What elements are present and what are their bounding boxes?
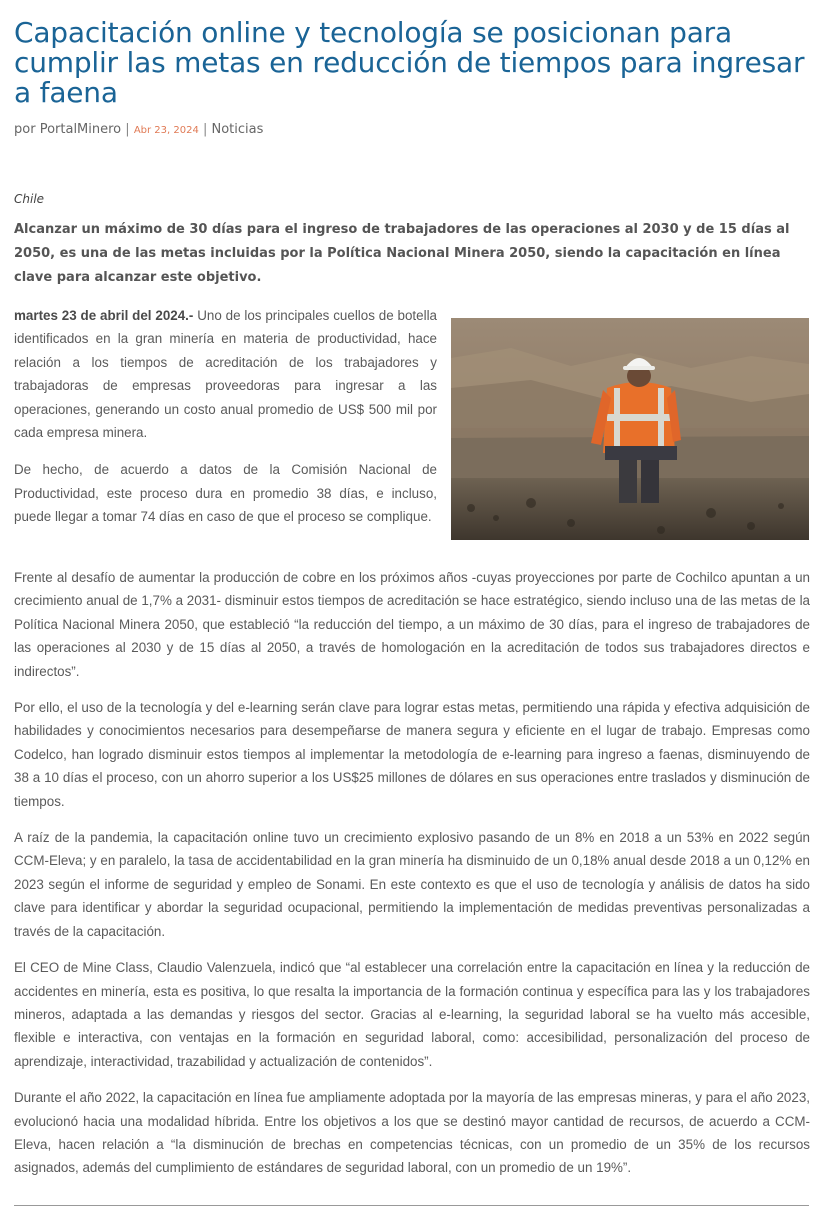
intro-paragraph-2: De hecho, de acuerdo a datos de la Comisión Nacional de Productividad, este proceso dura en promedio 38 días, e incluso, puede llegar a tomar 74 días en caso de que el proceso se complique. (14, 462, 437, 525)
meta-separator: | (125, 122, 130, 137)
publish-date: Abr 23, 2024 (133, 125, 199, 136)
meta-by: por (14, 122, 36, 137)
body-paragraph: Por ello, el uso de la tecnología y del e-learning serán clave para lograr estas metas, permitiendo una rápida y efectiva adquisición de habilidades y conocimientos necesarios para desempeñarse de manera segura y eficiente en el lugar de trabajo. Empresas como Codelco, han logrado disminuir estos tiempos al implementar la metodología de e-learning para ingreso a faenas, disminuyendo de 38 a 10 días el proceso, con un ahorro superior a los US$25 millones de dólares en sus operaciones entre traslados y disminución de tiempos. (14, 700, 810, 809)
article-meta (14, 122, 810, 137)
article-location: Chile (14, 192, 45, 206)
intro-paragraph-1 (14, 304, 437, 444)
body-paragraph: El CEO de Mine Class, Claudio Valenzuela, indicó que “al establecer una correlación entre la capacitación en línea y la reducción de accidentes en minería, esta es positiva, lo que resalta la importancia de la formación continua y específica para las y los trabajadores mineros, adaptada a las demandas y riesgos del sector. Gracias al e-learning, la seguridad laboral se ha vuelto más accesible, flexible e interactiva, con ventajas en la formación en seguridad laboral, como: accesibilidad, personalización del proceso de aprendizaje, interactividad, trazabilidad y actualización de contenidos”. (14, 960, 810, 1069)
body-paragraph: A raíz de la pandemia, la capacitación online tuvo un crecimiento explosivo pasando de un 8% en 2018 a un 53% en 2022 según CCM-Eleva; y en paralelo, la tasa de accidentabilidad en la gran minería ha disminuido de un 0,18% anual desde 2018 a un 0,12% en 2023 según el informe de seguridad y empleo de Sonami. En este contexto es que el uso de tecnología y análisis de datos ha sido clave para identificar y abordar la seguridad ocupacional, permitiendo la implementación de medidas preventivas personalizadas a través de la capacitación. (14, 830, 810, 939)
worker-photo (451, 318, 809, 540)
dateline: martes 23 de abril del 2024.- (14, 308, 194, 323)
intro-paragraph-1-text: Uno de los principales cuellos de botella identificados en la gran minería en materia de productividad, hace relación a los tiempos de acreditación de los trabajadores y trabajadoras de empresas proveedoras para ingresar a las operaciones, generando un costo anual promedio de US$ 500 mil por cada empresa minera. (14, 308, 437, 441)
article-lead: Alcanzar un máximo de 30 días para el ingreso de trabajadores de las operaciones al 2030 y de 15 días al 2050, es una de las metas incluidas por la Política Nacional Minera 2050, siendo la capacitación en línea clave para alcanzar este objetivo. (14, 222, 790, 285)
article-body (14, 566, 810, 1180)
body-paragraph: Frente al desafío de aumentar la producción de cobre en los próximos años -cuyas proyecciones por parte de Cochilco apuntan a un crecimiento anual de 1,7% a 2031- disminuir estos tiempos de acreditación se hace estratégico, siendo incluso una de las metas de la Política Nacional Minera 2050, que estableció “la reducción del tiempo, a un máximo de 30 días, para el ingreso de trabajadores de las operaciones al 2030 y de 15 días al 2050, a través de homologación en la acreditación de todos sus trabajadores directos e indirectos”. (14, 570, 810, 679)
meta-separator: | (202, 122, 208, 137)
mining-worker-image (451, 318, 809, 540)
article-title: Capacitación online y tecnología se posicionan para cumplir las metas en reducción de tiempos para ingresar a faena (14, 16, 805, 109)
author-link[interactable]: PortalMinero (39, 122, 122, 137)
category-link[interactable]: Noticias (211, 122, 264, 137)
body-paragraph: Durante el año 2022, la capacitación en línea fue ampliamente adoptada por la mayoría de las empresas mineras, y para el año 2023, evolucionó hacia una modalidad híbrida. Entre los objetivos a los que se destinó mayor cantidad de recursos, de acuerdo a CCM-Eleva, hacen relación a “la disminución de brechas en competencias técnicas, con un promedio de un 35% de los recursos asignados, además del cumplimiento de estándares de seguridad laboral, con un promedio de un 19%”. (14, 1090, 810, 1176)
intro-text (14, 304, 437, 529)
footer-divider (14, 1205, 809, 1206)
intro-section (14, 304, 810, 548)
